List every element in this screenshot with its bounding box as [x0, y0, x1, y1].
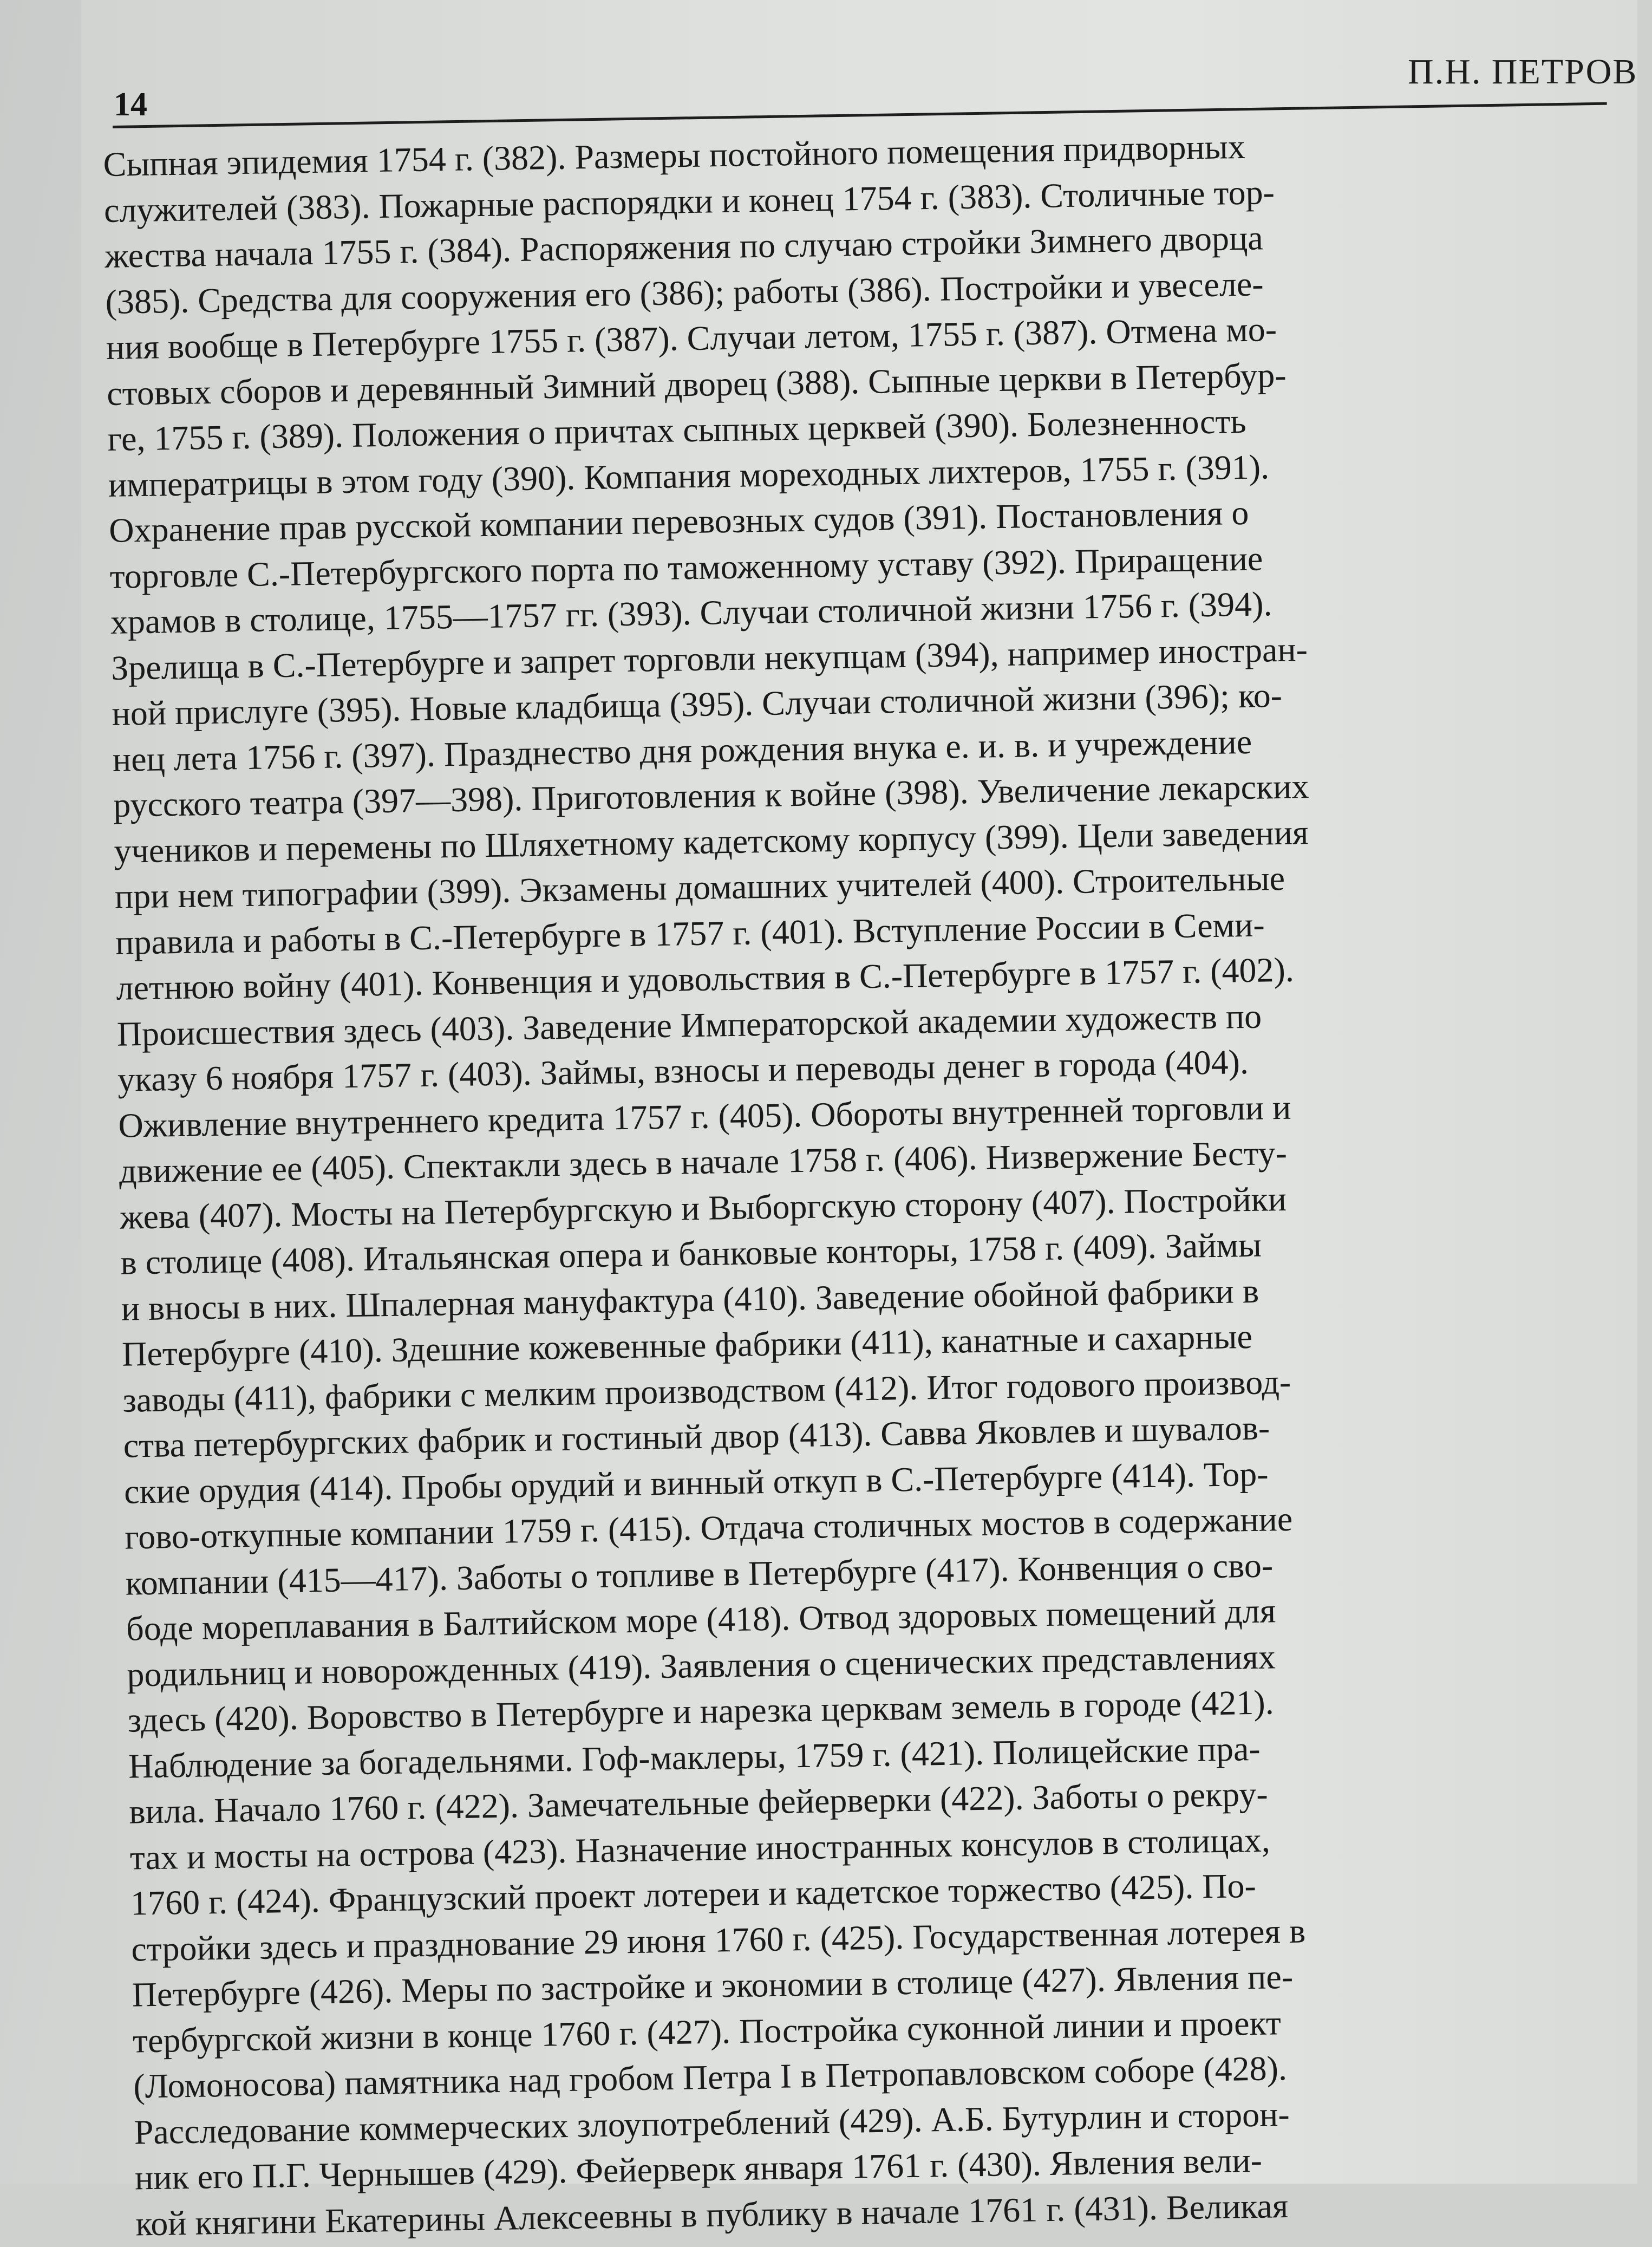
text-line: жева (407). Мосты на Петербургскую и Выборгскую сторону (407). Постройки [119, 1179, 1287, 1236]
text-line: нец лета 1756 г. (397). Празднество дня рождения внука е. и. в. и учреждение [112, 722, 1252, 779]
text-line: жества начала 1755 г. (384). Распоряжения по случаю стройки Зимнего дворца [104, 218, 1264, 275]
text-line: стройки здесь и празднование 29 июня 1760 г. (425). Государственная лотерея в [130, 1911, 1306, 1969]
text-line: (Ломоносова) памятника над гробом Петра I в Петропавловском соборе (428). [133, 2049, 1288, 2106]
text-line: тербургской жизни в конце 1760 г. (427). Постройка суконной линии и проект [132, 2003, 1282, 2060]
text-line: Расследование коммерческих злоупотреблений (429). А.Б. Бутурлин и сторон- [134, 2094, 1290, 2152]
text-line: торговле С.-Петербургского порта по таможенному уставу (392). Приращение [109, 538, 1263, 596]
text-line: Сыпная эпидемия 1754 г. (382). Размеры постойного помещения придворных [103, 127, 1246, 184]
text-line: тах и мосты на острова (423). Назначение иностранных консулов в столицах, [129, 1820, 1271, 1877]
text-line: заводы (411), фабрики с мелким производством (412). Итог годового производ- [122, 1362, 1291, 1419]
body-text [103, 118, 1652, 2247]
text-line: ские орудия (414). Пробы орудий и винный откуп в С.-Петербурге (414). Тор- [123, 1454, 1269, 1511]
text-line: здесь (420). Воровство в Петербурге и нарезка церквам земель в городе (421). [127, 1683, 1275, 1740]
text-line: стовых сборов и деревянный Зимний дворец (388). Сыпные церкви в Петербур- [106, 355, 1287, 413]
text-line: вила. Начало 1760 г. (422). Замечательные фейерверки (422). Заботы о рекру- [128, 1774, 1269, 1831]
text-line: 1760 г. (424). Французский проект лотереи и кадетское торжество (425). По- [130, 1866, 1257, 1923]
text-line: ства петербургских фабрик и гостиный двор (413). Савва Яковлев и шувалов- [123, 1408, 1270, 1465]
text-line: указу 6 ноября 1757 г. (403). Займы, взносы и переводы денег в города (404). [117, 1042, 1249, 1099]
text-line: служителей (383). Пожарные распорядки и конец 1754 г. (383). Столичные тор- [103, 172, 1275, 230]
text-line: родильниц и новорожденных (419). Заявления о сценических представлениях [126, 1637, 1276, 1694]
text-line: в столице (408). Итальянская опера и банковые конторы, 1758 г. (409). Займы [120, 1225, 1262, 1282]
text-line: компании (415—417). Заботы о топливе в Петербурге (417). Конвенция о сво- [125, 1545, 1274, 1603]
text-line: движение ее (405). Спектакли здесь в начале 1758 г. (406). Низвержение Бесту- [119, 1133, 1288, 1190]
text-line: учеников и перемены по Шляхетному кадетскому корпусу (399). Цели заведения [114, 812, 1309, 870]
text-line: Петербурге (410). Здешние кожевенные фабрики (411), канатные и сахарные [121, 1317, 1253, 1373]
text-line: ной прислуге (395). Новые кладбища (395). Случаи столичной жизни (396); ко- [112, 675, 1283, 733]
text-line: летнюю войну (401). Конвенция и удовольствия в С.-Петербурге в 1757 г. (402). [115, 950, 1295, 1007]
text-line: Оживление внутреннего кредита 1757 г. (405). Обороты внутренней торговли и [117, 1087, 1291, 1145]
text-line: Происшествия здесь (403). Заведение Императорской академии художеств по [116, 997, 1262, 1053]
text-line: Наблюдение за богадельнями. Гоф-маклеры, 1759 г. (421). Полицейские пра- [128, 1729, 1261, 1786]
running-title: П.Н. ПЕТРОВ [1408, 52, 1638, 92]
text-line: храмов в столице, 1755—1757 гг. (393). Случаи столичной жизни 1756 г. (394). [110, 584, 1272, 641]
text-line: кой княгини Екатерины Алексеевны в публику в начале 1761 г. (431). Великая [135, 2186, 1289, 2243]
text-line: и вносы в них. Шпалерная мануфактура (410). Заведение обойной фабрики в [121, 1271, 1259, 1328]
text-line: императрицы в этом году (390). Компания мореходных лихтеров, 1755 г. (391). [108, 447, 1270, 504]
text-line: боде мореплавания в Балтийском море (418). Отвод здоровых помещений для [126, 1591, 1276, 1648]
text-line: ник его П.Г. Чернышев (429). Фейерверк января 1761 г. (430). Явления вели- [134, 2140, 1263, 2197]
text-line: гово-откупные компании 1759 г. (415). Отдача столичных мостов в содержание [124, 1499, 1293, 1556]
text-line: Охранение прав русской компании перевозных судов (391). Постановления о [108, 493, 1249, 550]
book-page [81, 0, 1638, 2243]
text-line: ге, 1755 г. (389). Положения о причтах сыпных церквей (390). Болезненность [107, 401, 1247, 458]
text-line: правила и работы в С.-Петербурге в 1757 г. (401). Вступление России в Семи- [115, 904, 1265, 962]
text-line: Зрелища в С.-Петербурге и запрет торговли некупцам (394), например иностран- [110, 629, 1308, 687]
text-line: ния вообще в Петербурге 1755 г. (387). Случаи летом, 1755 г. (387). Отмена мо- [106, 309, 1277, 367]
text-line: русского театра (397—398). Приготовления к войне (398). Увеличение лекарских [113, 767, 1309, 824]
text-line: (385). Средства для сооружения его (386); работы (386). Постройки и увеселе- [105, 264, 1264, 321]
text-line: при нем типографии (399). Экзамены домашних учителей (400). Строительные [114, 858, 1285, 916]
page-number: 14 [114, 86, 147, 123]
text-line: Петербурге (426). Меры по застройке и экономии в столице (427). Явления пе- [132, 1957, 1294, 2014]
